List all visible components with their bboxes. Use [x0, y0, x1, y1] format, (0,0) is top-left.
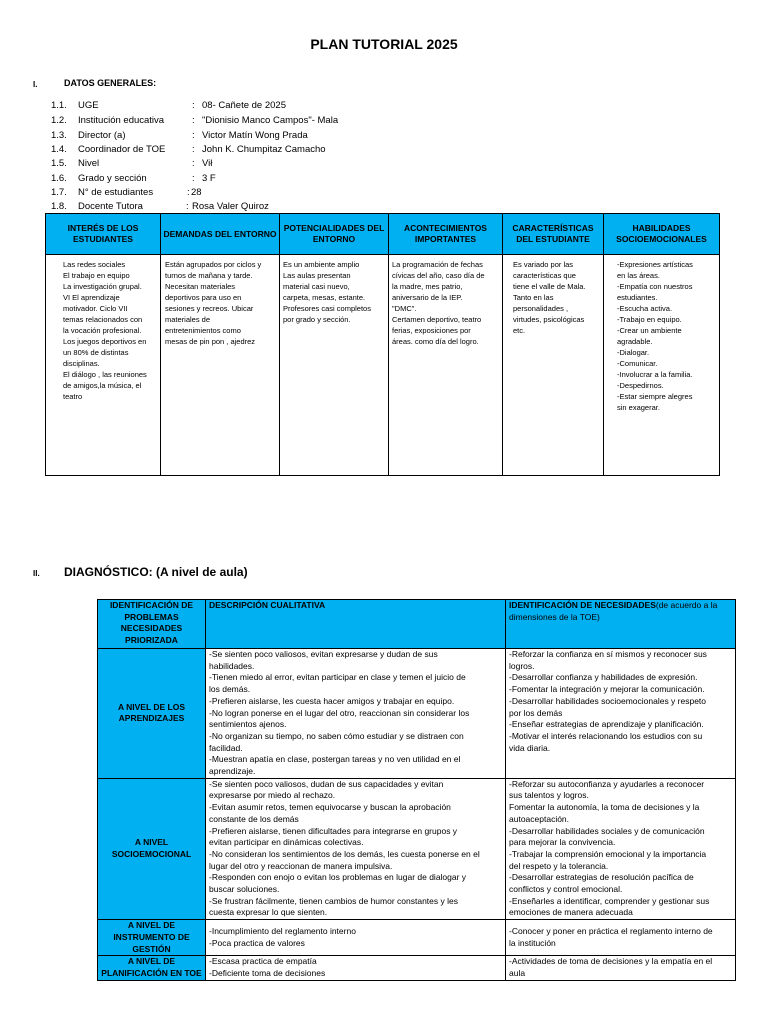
cell-text-line: -Se sienten poco valiosos, dudan de sus capacidades y evitan	[209, 778, 444, 789]
cell-text-line: virtudes, psicológicas	[513, 315, 585, 324]
diagnosis-table	[97, 599, 736, 981]
cell-text-line: -Enseñarles a identificar, comprender y gestionar sus	[509, 895, 710, 906]
cell-text-line: -Involucrar a la familia.	[617, 370, 693, 379]
cell-text-line: turnos de mañana y tarde.	[165, 271, 253, 280]
cell-text-line: aprendizaje.	[209, 766, 256, 777]
cell-text-line: Profesores casi completos	[283, 304, 371, 313]
table-header-cell: CARACTERÍSTICAS DEL ESTUDIANTE	[503, 214, 604, 255]
field-label: Director (a)	[78, 130, 126, 141]
cell-text-line: -Desarrollar habilidades sociales y de comunicación	[509, 825, 705, 836]
cell-text-line: disciplinas.	[63, 359, 100, 368]
needs-cell	[506, 920, 736, 956]
cell-text-line: cuesta expresar lo que sienten.	[209, 907, 328, 918]
cell-text-line: -Tienen miedo al error, evitan participar en clase y temen el juicio de	[209, 672, 466, 683]
cell-text-line: Los juegos deportivos en	[63, 337, 147, 346]
cell-text-line: constante de los demás	[209, 813, 299, 824]
cell-text-line: -Trabajar la comprensión emocional y la importancia	[509, 848, 707, 859]
field-value: "Dionisio Manco Campos"- Mala	[202, 115, 339, 126]
cell-text-line: del respeto y la tolerancia.	[509, 860, 609, 871]
cell-text-line: -Prefieren aislarse, tienen dificultades para integrarse en grupos y	[209, 825, 458, 836]
cell-text-line: -Desarrollar estrategias de resolución pacífica de	[509, 872, 694, 883]
cell-text-line: -Desarrollar confianza y habilidades de expresión.	[509, 672, 698, 683]
cell-text-line: -Dialogar.	[617, 348, 650, 357]
table-cell	[46, 255, 161, 476]
cell-text-line: Es variado por las	[513, 260, 574, 269]
field-value: Victor Matín Wong Prada	[202, 130, 308, 141]
cell-text-line: Fomentar la autonomía, la toma de decisiones y la	[509, 802, 700, 813]
description-cell	[206, 649, 506, 779]
cell-text-line: cívicas del año, caso día de	[392, 271, 485, 280]
field-value: 3 F	[202, 173, 216, 184]
table-row	[98, 778, 736, 919]
needs-cell	[506, 649, 736, 779]
cell-text-line: -Escucha activa.	[617, 304, 673, 313]
field-label: UGE	[78, 100, 99, 111]
cell-text-line: -Escasa practica de empatía	[209, 956, 317, 967]
cell-text-line: vida diaria.	[509, 742, 551, 753]
cell-text-line: -Trabajo en equipo.	[617, 315, 682, 324]
cell-text-line: -Se frustran fácilmente, tienen cambios de humor constantes y les	[209, 895, 458, 906]
cell-text-line: etc.	[513, 326, 526, 335]
field-label: Docente Tutora	[78, 201, 143, 212]
cell-text-line: facilidad.	[209, 742, 243, 753]
table-header-row	[46, 214, 720, 255]
cell-text-line: -No logran ponerse en el lugar del otro, reaccionan sin considerar los	[209, 707, 470, 718]
cell-text-line: para mejorar la convivencia.	[509, 837, 616, 848]
table-cell	[503, 255, 604, 476]
table-header-cell: IDENTIFICACIÓN DE NECESIDADES(de acuerdo a la dimensiones de la TOE)	[506, 600, 736, 649]
cell-text-line: -Despedirnos.	[617, 381, 664, 390]
cell-text-line: -Motivar el interés relacionando los estudios con su	[509, 730, 703, 741]
cell-text-line: Las aulas presentan	[283, 271, 351, 280]
cell-text-line: -Crear un ambiente	[617, 326, 682, 335]
cell-text-line: -Incumplimiento del reglamento interno	[209, 926, 356, 937]
cell-text-line: sus talentos y logros.	[509, 790, 589, 801]
cell-text-line: Tanto en las	[513, 293, 554, 302]
row-label: A NIVEL DE INSTRUMENTO DE GESTIÓN	[98, 920, 206, 956]
cell-text-line: Certamen deportivo, teatro	[392, 315, 482, 324]
cell-text-line: El diálogo , las reuniones	[63, 370, 147, 379]
cell-text-line: evitan participar en dinámicas colectivas.	[209, 837, 364, 848]
section-1-title: DATOS GENERALES:	[64, 78, 157, 88]
cell-text-line: -Muestran apatía en clase, postergan tareas y no ven utilidad en el	[209, 754, 461, 765]
cell-text-line: entretenimientos como	[165, 326, 241, 335]
cell-text-line: sentimientos ajenos.	[209, 719, 287, 730]
table-header-cell: HABILIDADES SOCIOEMOCIONALES	[604, 214, 720, 255]
cell-text-line: -Expresiones artísticas	[617, 260, 693, 269]
cell-text-line: lugar del otro y reaccionan de manera impulsiva.	[209, 860, 393, 871]
cell-text-line: -Empatía con nuestros	[617, 282, 693, 291]
cell-text-line: aniversario de la IEP.	[392, 293, 463, 302]
cell-text-line: sesiones y recreos. Ubicar	[165, 304, 254, 313]
table-header-row	[98, 600, 736, 649]
cell-text-line: ferias, exposiciones por	[392, 326, 471, 335]
cell-text-line: los demás.	[209, 684, 251, 695]
cell-text-line: habilidades.	[209, 660, 255, 671]
cell-text-line: -No consideran los sentimientos de los demás, les cuesta ponerse en el	[209, 848, 480, 859]
description-cell	[206, 920, 506, 956]
cell-text-line: -Prefieren aislarse, les cuesta hacer amigos y trabajar en equipo.	[209, 695, 455, 706]
page-title: PLAN TUTORIAL 2025	[310, 36, 458, 52]
cell-text-line: La programación de fechas	[392, 260, 483, 269]
field-label: Grado y sección	[78, 173, 147, 184]
cell-text-line: "DMC".	[392, 304, 417, 313]
cell-text-line: características que	[513, 271, 576, 280]
field-value: 28	[191, 187, 202, 198]
field-label: N° de estudiantes	[78, 187, 154, 198]
field-label: Nivel	[78, 158, 100, 169]
table-cell	[389, 255, 503, 476]
cell-text-line: -Enseñar estrategias de aprendizaje y planificación.	[509, 719, 704, 730]
cell-text-line: VI El aprendizaje	[63, 293, 120, 302]
cell-text-line: un 80% de distintas	[63, 348, 129, 357]
cell-text-line: -Fomentar la integración y mejorar la comunicación.	[509, 684, 705, 695]
cell-text-line: El trabajo en equipo	[63, 271, 130, 280]
cell-text-line: Es un ambiente amplio	[283, 260, 360, 269]
cell-text-line: aula	[509, 967, 526, 978]
table-cell	[604, 255, 720, 476]
field-label: Coordinador de TOE	[78, 144, 166, 155]
section-2-title: DIAGNÓSTICO: (A nivel de aula)	[64, 565, 248, 579]
cell-text-line: -Se sienten poco valiosos, evitan expresarse y dudan de sus	[209, 649, 438, 659]
cell-text-line: la vocación profesional.	[63, 326, 142, 335]
context-table	[45, 213, 720, 476]
cell-text-line: buscar soluciones.	[209, 884, 280, 895]
table-row	[46, 255, 720, 476]
field-value: Vił	[202, 158, 213, 169]
cell-text-line: de amigos,la música, el	[63, 381, 142, 390]
cell-text-line: Necesitan materiales	[165, 282, 236, 291]
cell-text-line: teatro	[63, 392, 83, 401]
cell-text-line: logros.	[509, 660, 535, 671]
cell-text-line: -Comunicar.	[617, 359, 658, 368]
cell-text-line: -Estar siempre alegres	[617, 392, 693, 401]
row-label: A NIVEL SOCIOEMOCIONAL	[98, 778, 206, 919]
cell-text-line: en las áreas.	[617, 271, 660, 280]
cell-text-line: agradable.	[617, 337, 653, 346]
cell-text-line: -Actividades de toma de decisiones y la empatía en el	[509, 956, 713, 967]
cell-text-line: -Reforzar su autoconfianza y ayudarles a reconocer	[509, 778, 705, 789]
row-label: A NIVEL DE PLANIFICACIÓN EN TOE	[98, 956, 206, 980]
cell-text-line: material casi nuevo,	[283, 282, 350, 291]
cell-text-line: autoaceptación.	[509, 813, 570, 824]
field-value: 08- Cañete de 2025	[202, 100, 286, 111]
description-cell	[206, 778, 506, 919]
cell-text-line: por grado y sección.	[283, 315, 351, 324]
cell-text-line: -Poca practica de valores	[209, 937, 305, 948]
cell-text-line: -Conocer y poner en práctica el reglamento interno de	[509, 926, 713, 937]
cell-text-line: carpeta, mesas, estante.	[283, 293, 366, 302]
table-header-cell: ACONTECIMIENTOS IMPORTANTES	[389, 214, 503, 255]
table-cell	[161, 255, 280, 476]
cell-text-line: motivador. Ciclo VII	[63, 304, 128, 313]
cell-text-line: personalidades ,	[513, 304, 569, 313]
cell-text-line: temas relacionados con	[63, 315, 143, 324]
cell-text-line: -Evitan asumir retos, temen equivocarse y buscan la aprobación	[209, 802, 451, 813]
cell-text-line: sin exagerar.	[617, 403, 660, 412]
field-value: Rosa Valer Quiroz	[192, 201, 269, 212]
table-header-cell: DESCRIPCIÓN CUALITATIVA	[206, 600, 506, 649]
cell-text-line: deportivos para uso en	[165, 293, 242, 302]
cell-text-line: -Reforzar la confianza en sí mismos y reconocer sus	[509, 649, 707, 659]
cell-text-line: Están agrupados por ciclos y	[165, 260, 262, 269]
cell-text-line: -Desarrollar habilidades socioemocionales y respeto	[509, 695, 707, 706]
section-2-number: II.	[33, 569, 40, 578]
cell-text-line: -Responden con enojo o evitan los problemas en lugar de dialogar y	[209, 872, 467, 883]
cell-text-line: mesas de pin pon , ajedrez	[165, 337, 256, 346]
section-1-number: I.	[33, 80, 38, 89]
cell-text-line: emociones de manera adecuada	[509, 907, 633, 918]
cell-text-line: La investigación grupal.	[63, 282, 142, 291]
cell-text-line: áreas. como día del logro.	[392, 337, 479, 346]
cell-text-line: expresarse por miedo al rechazo.	[209, 790, 336, 801]
table-header-cell: POTENCIALIDADES DEL ENTORNO	[280, 214, 389, 255]
cell-text-line: Las redes sociales	[63, 260, 126, 269]
cell-text-line: materiales de	[165, 315, 211, 324]
table-header-cell: DEMANDAS DEL ENTORNO	[161, 214, 280, 255]
table-cell	[280, 255, 389, 476]
cell-text-line: la institución	[509, 937, 556, 948]
cell-text-line: la madre, mes patrio,	[392, 282, 463, 291]
table-header-cell: IDENTIFICACIÓN DE PROBLEMAS NECESIDADES PRIORIZADA	[98, 600, 206, 649]
cell-text-line: -No organizan su tiempo, no saben cómo estudiar y se distraen con	[209, 730, 464, 741]
table-header-cell: INTERÉS DE LOS ESTUDIANTES	[46, 214, 161, 255]
field-value: John K. Chumpitaz Camacho	[202, 144, 326, 155]
table-row	[98, 956, 736, 980]
needs-cell	[506, 778, 736, 919]
cell-text-line: -Deficiente toma de decisiones	[209, 967, 326, 978]
table-row	[98, 649, 736, 779]
cell-text-line: estudiantes.	[617, 293, 658, 302]
cell-text-line: por los demás	[509, 707, 563, 718]
needs-cell	[506, 956, 736, 980]
cell-text-line: conflictos y control emocional.	[509, 884, 623, 895]
cell-text-line: tiene el valle de Mala.	[513, 282, 586, 291]
row-label: A NIVEL DE LOS APRENDIZAJES	[98, 649, 206, 779]
description-cell	[206, 956, 506, 980]
table-row	[98, 920, 736, 956]
field-label: Institución educativa	[78, 115, 165, 126]
